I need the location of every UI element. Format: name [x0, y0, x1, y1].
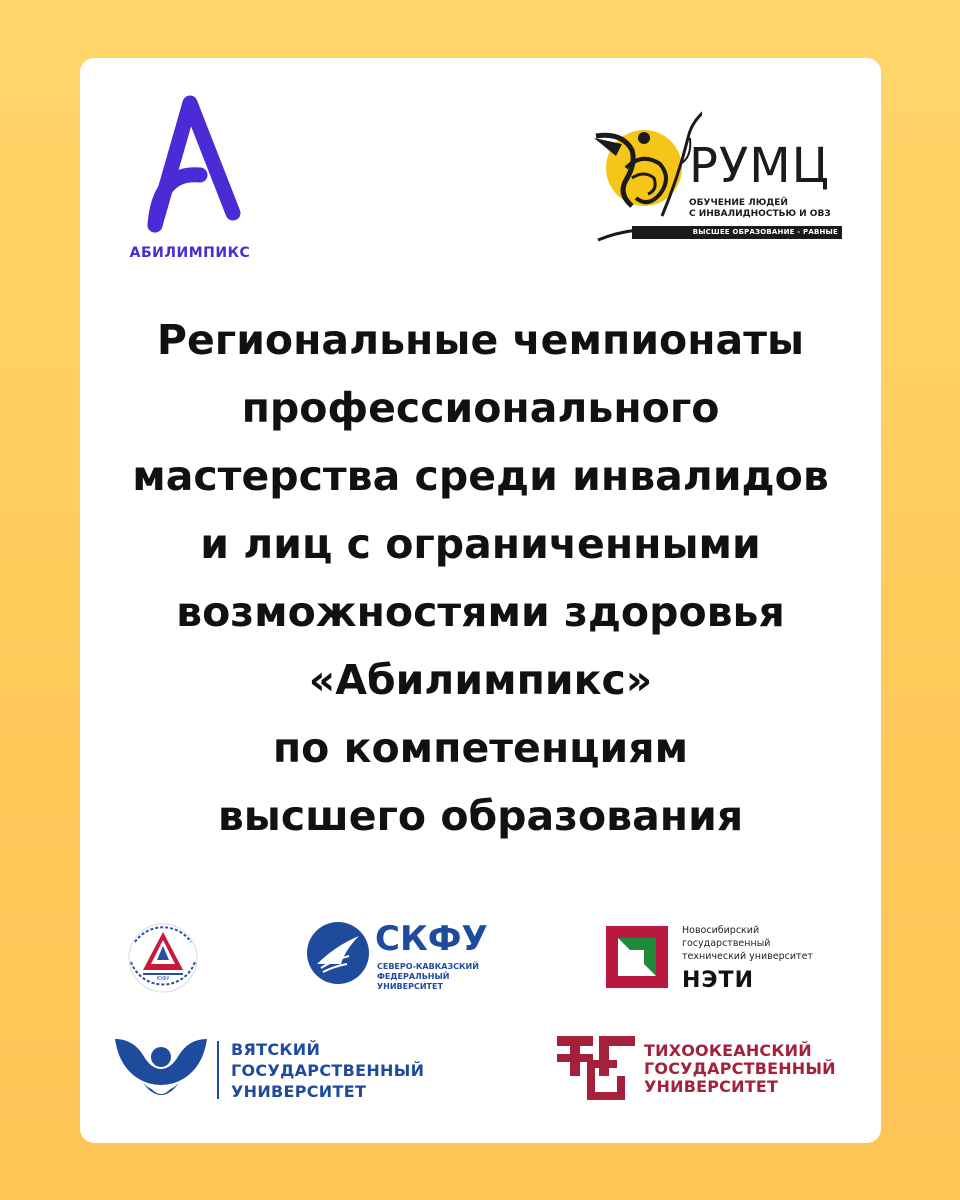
vyatka-logo — [113, 1033, 443, 1113]
pacific-name — [644, 1042, 836, 1096]
vyatka-line-3: УНИВЕРСИТЕТ — [231, 1082, 367, 1101]
skfu-sub-line-3: УНИВЕРСИТЕТ — [377, 982, 443, 991]
yufu-emblem-icon — [113, 918, 213, 998]
pacific-emblem-icon — [557, 1036, 635, 1102]
neti-name: НЭТИ — [682, 968, 754, 993]
neti-sub-line-3: технический университет — [682, 951, 813, 962]
content-card — [80, 58, 881, 1143]
neti-sub-line-1: Новосибирский — [682, 925, 760, 936]
yufu-logo — [113, 918, 213, 998]
vyatka-name — [231, 1039, 424, 1102]
page-title — [80, 306, 881, 850]
title-line-3: мастерства среди инвалидов — [132, 452, 829, 500]
abilimpix-logo — [115, 93, 265, 268]
title-line-2: профессионального — [241, 384, 720, 432]
rumc-logo-slogan: ВЫСШЕЕ ОБРАЗОВАНИЕ - РАВНЫЕ ВОЗМОЖНОСТИ — [632, 226, 842, 239]
vyatka-emblem-icon — [113, 1033, 209, 1107]
yufu-abbr: ЮФУ — [156, 976, 170, 982]
skfu-subtitle — [377, 962, 479, 992]
pacific-line-3: УНИВЕРСИТЕТ — [644, 1077, 779, 1096]
title-line-6: «Абилимпикс» — [308, 656, 653, 704]
neti-subtitle — [682, 924, 813, 963]
title-line-5: возможностями здоровья — [176, 588, 785, 636]
title-line-7: по компетенциям — [272, 724, 689, 772]
vyatka-line-2: ГОСУДАРСТВЕННЫЙ — [231, 1061, 425, 1080]
skfu-logo — [305, 920, 495, 1000]
vyatka-line-1: ВЯТСКИЙ — [231, 1040, 321, 1059]
rumc-logo-subtitle-2: С ИНВАЛИДНОСТЬЮ И ОВЗ — [689, 209, 831, 219]
pacific-line-2: ГОСУДАРСТВЕННЫЙ — [644, 1059, 836, 1078]
rumc-logo — [592, 98, 842, 248]
skfu-sub-line-1: СЕВЕРО-КАВКАЗСКИЙ — [377, 962, 479, 971]
vyatka-divider — [217, 1041, 219, 1099]
pacific-logo — [557, 1036, 857, 1106]
abilimpix-logo-text: АБИЛИМПИКС — [129, 245, 251, 261]
neti-emblem-icon — [606, 926, 668, 988]
rumc-logo-title: РУМЦ — [689, 138, 830, 194]
neti-sub-line-2: государственный — [682, 938, 771, 949]
title-line-8: высшего образования — [217, 792, 744, 840]
rumc-logo-subtitle-1: ОБУЧЕНИЕ ЛЮДЕЙ — [689, 198, 788, 208]
skfu-emblem-icon — [305, 920, 371, 986]
skfu-sub-line-2: ФЕДЕРАЛЬНЫЙ — [377, 972, 450, 981]
title-line-1: Региональные чемпионаты — [156, 316, 805, 364]
abilimpix-a-icon — [115, 93, 265, 243]
neti-logo — [606, 918, 846, 998]
skfu-name: СКФУ — [375, 919, 488, 959]
pacific-line-1: ТИХООКЕАНСКИЙ — [644, 1041, 812, 1060]
title-line-4: и лиц с ограниченными — [200, 520, 761, 568]
